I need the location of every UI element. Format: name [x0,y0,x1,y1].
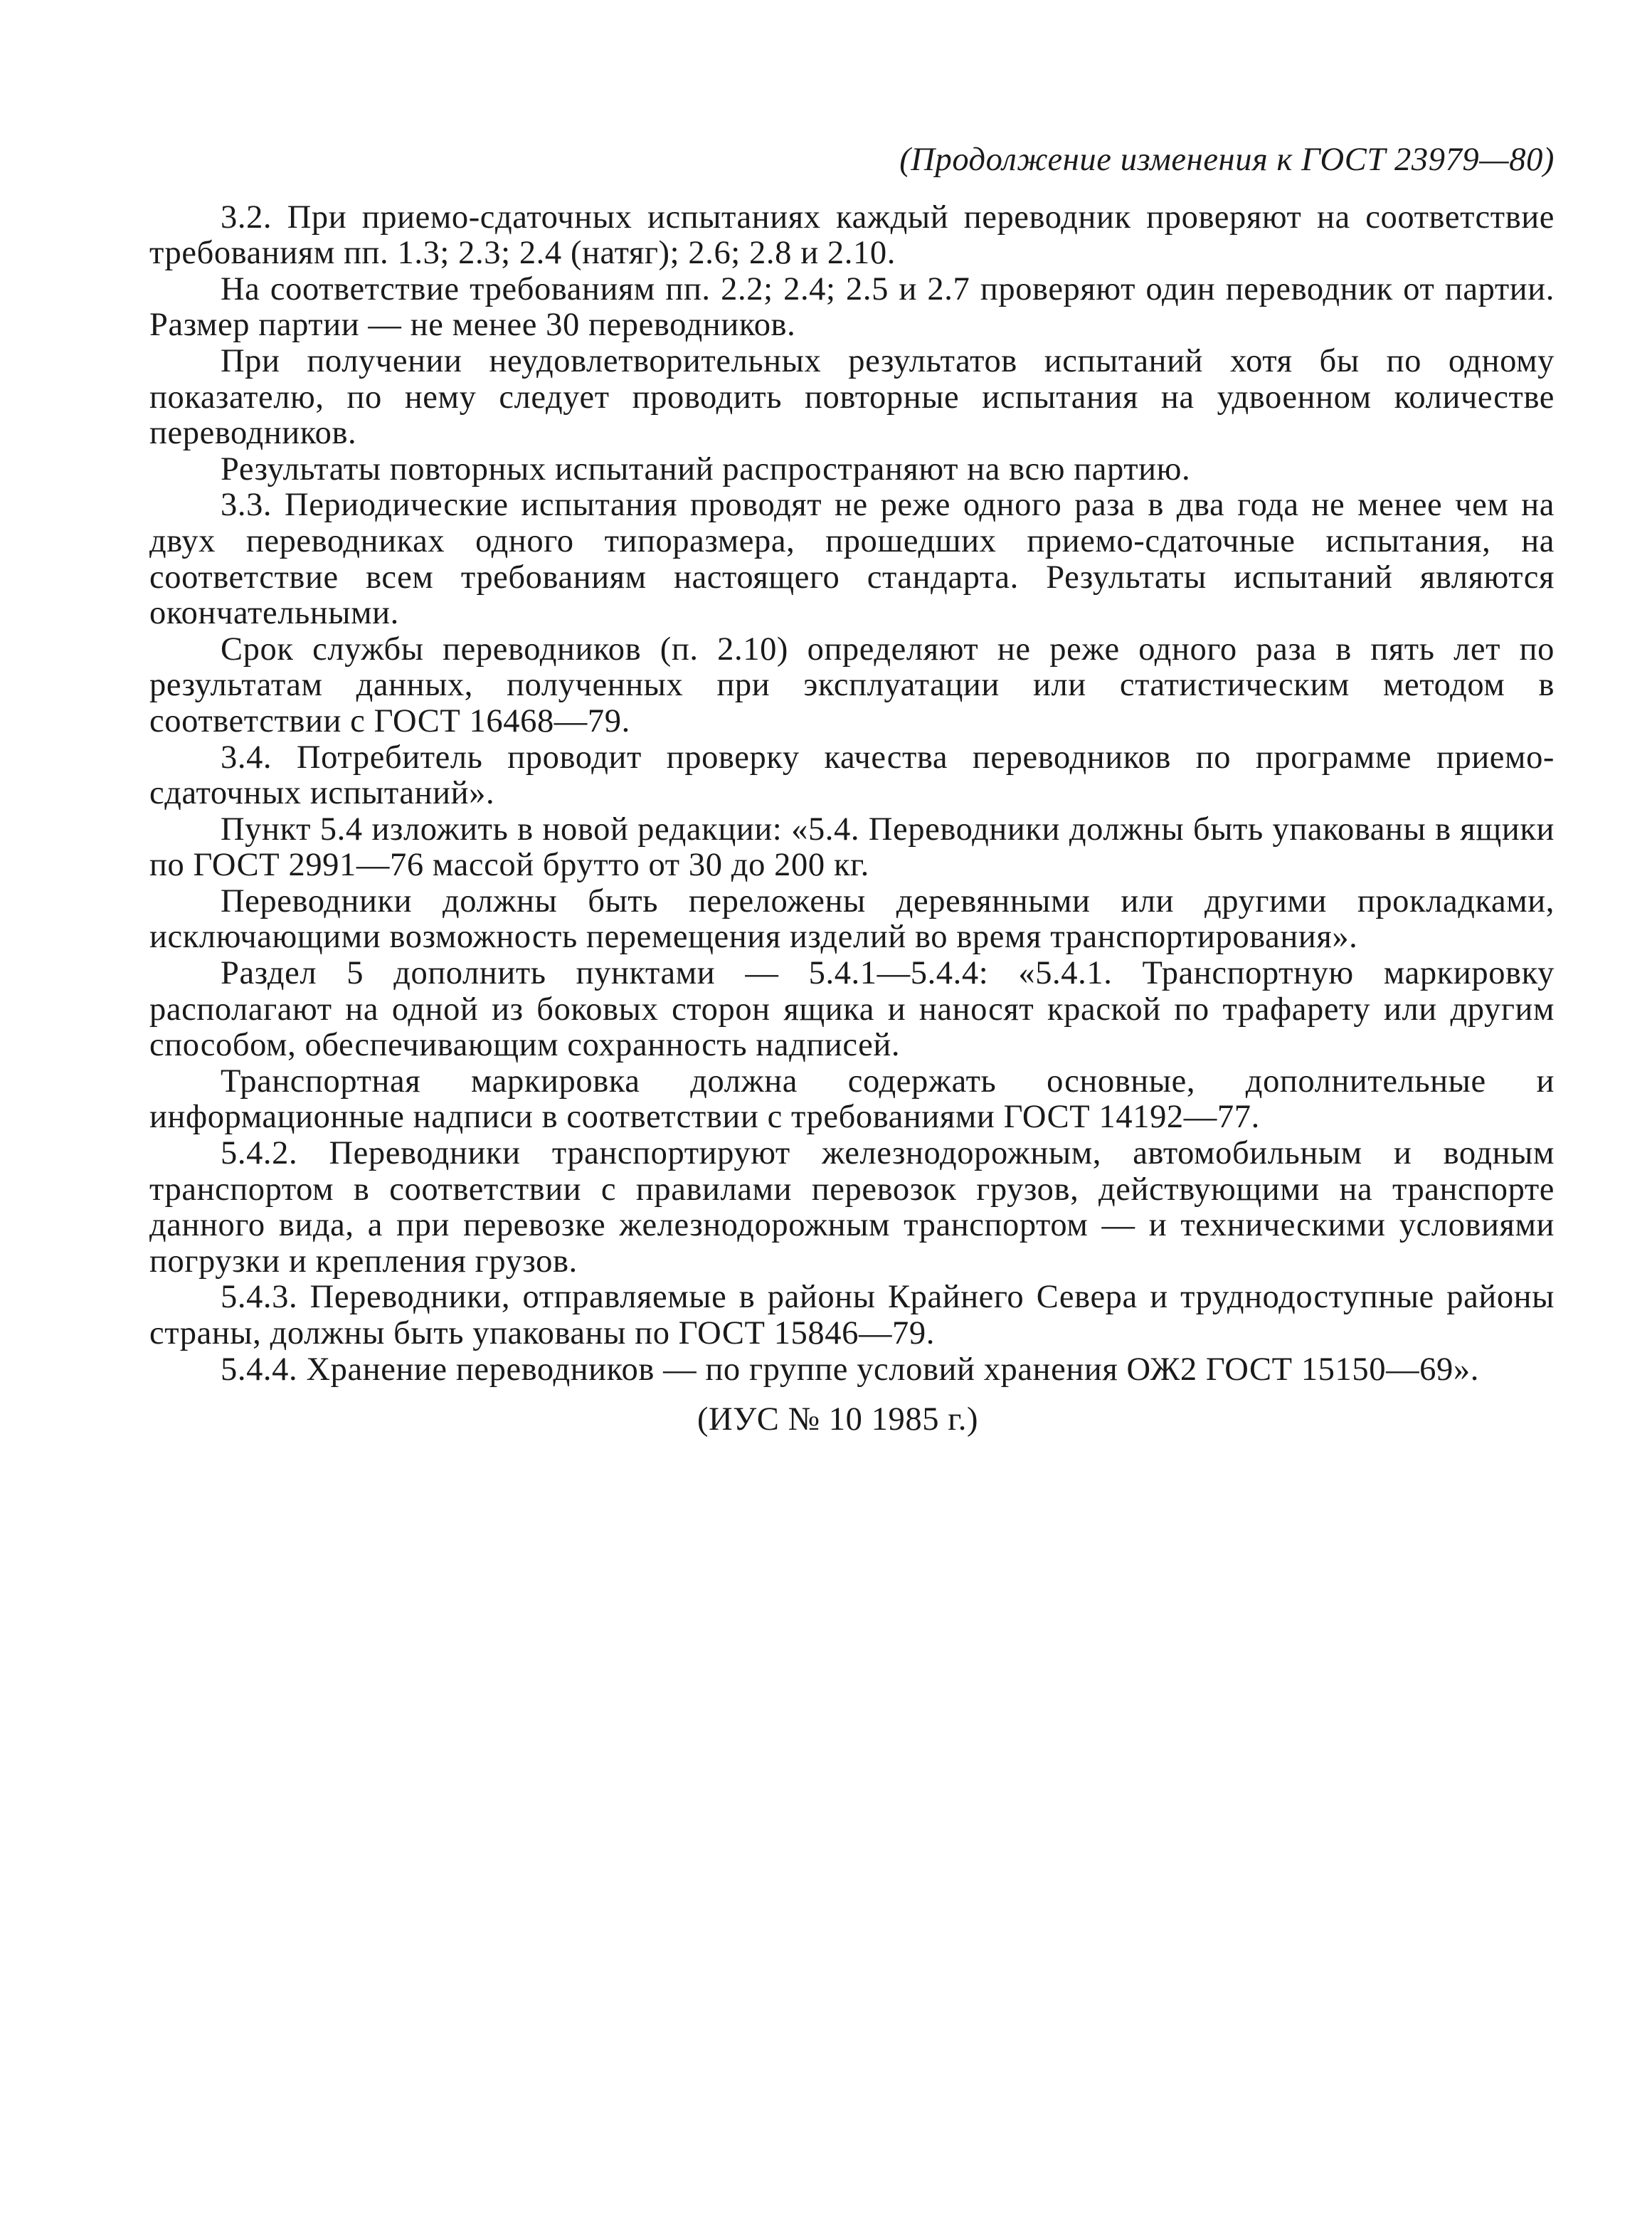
paragraph-3-3: 3.3. Периодические испытания проводят не реже одного раза в два года не менее чем на двух переводниках одного типоразмера, прошедших приемо-сдаточные испытания, на соответствие всем требованиям настоящего стандарта. Результаты испытаний являются окончательными. [149,487,1555,632]
paragraph-5-4-3: 5.4.3. Переводники, отправляемые в районы Крайнего Севера и труднодоступные районы страны, должны быть упакованы по ГОСТ 15846—79. [149,1279,1555,1351]
paragraph-retest: При получении неудовлетворительных результатов испытаний хотя бы по одному показателю, по нему следует проводить повторные испытания на удвоенном количестве переводников. [149,342,1555,452]
paragraph-retest-results: Результаты повторных испытаний распространяют на всю партию. [221,450,1191,487]
paragraph-5-4: Пункт 5.4 изложить в новой редакции: «5.4. Переводники должны быть упакованы в ящики по ГОСТ 2991—76 массой брутто от 30 до 200 кг. [149,811,1555,884]
paragraph-padding: Переводники должны быть переложены деревянными или другими прокладками, исключающими возможность перемещения изделий во время транспортирования». [149,882,1555,956]
paragraph-batch-check: На соответствие требованиям пп. 2.2; 2.4; 2.5 и 2.7 проверяют один переводник от партии. Размер партии — не менее 30 переводников. [149,270,1555,344]
document-body [149,142,1555,1438]
paragraph-service-life: Срок службы переводников (п. 2.10) определяют не реже одного раза в пять лет по результатам данных, полученных при эксплуатации или статистическим методом в соответствии с ГОСТ 16468—79. [149,631,1555,739]
paragraph-3-2: 3.2. При приемо-сдаточных испытаниях каждый переводник проверяют на соответствие требованиям пп. 1.3; 2.3; 2.4 (натяг); 2.6; 2.8 и 2.10. [149,199,1555,272]
paragraph-3-4: 3.4. Потребитель проводит проверку качества переводников по программе приемо-сдаточных испытаний». [149,739,1555,812]
page-header: (Продолжение изменения к ГОСТ 23979—80) [899,142,1555,178]
paragraph-5-4-1: Раздел 5 дополнить пунктами — 5.4.1—5.4.4: «5.4.1. Транспортную маркировку располагают на одной из боковых сторон ящика и наносят краской по трафарету или другим способом, обеспечивающим сохранность надписей. [149,955,1555,1064]
paragraph-5-4-4: 5.4.4. Хранение переводников — по группе условий хранения ОЖ2 ГОСТ 15150—69». [221,1351,1479,1388]
source-reference: (ИУС № 10 1985 г.) [697,1401,979,1438]
paragraph-marking: Транспортная маркировка должна содержать основные, дополнительные и информационные надписи в соответствии с требованиями ГОСТ 14192—77. [149,1063,1555,1136]
paragraph-5-4-2: 5.4.2. Переводники транспортируют железнодорожным, автомобильным и водным транспортом в соответствии с правилами перевозок грузов, действующими на транспорте данного вида, а при перевозке железнодорожным транспортом — и техническими условиями погрузки и крепления грузов. [149,1135,1555,1280]
